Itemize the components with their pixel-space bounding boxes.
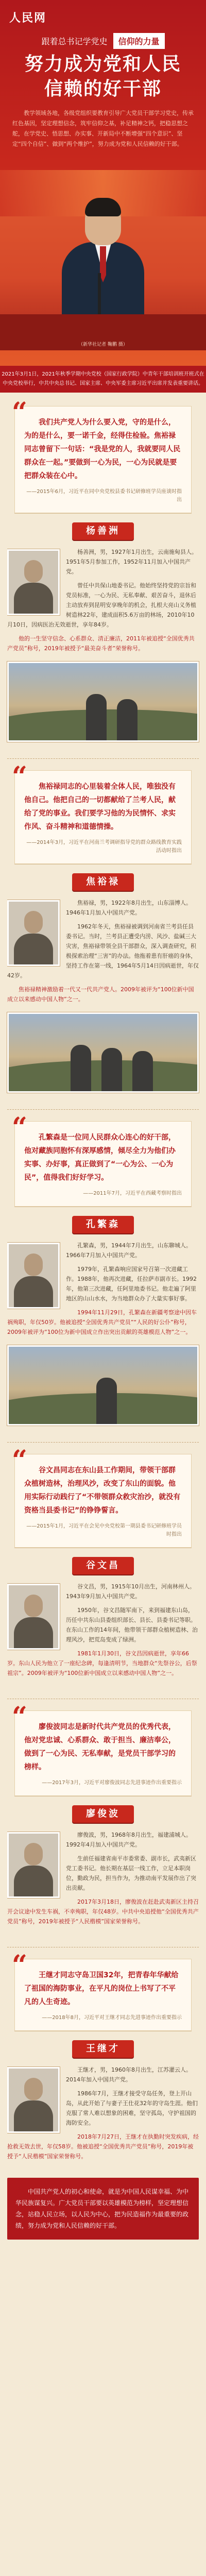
bio-paragraph: 1950年，谷文昌随军南下，来到福建东山岛，历任中共东山县委组织部长、县长、县委书记等职。在东山工作的14年间，他带领干部群众植树造林、治理风沙，把荒岛变成了绿洲。 [66, 1607, 198, 1643]
event-strip-text: 2021年3月1日，2021年秋季学期中央党校（国家行政学院）中青年干部培训班开班式在中央党校举行，中共中央总书记、国家主席、中央军委主席习近平出席并发表重要讲话。 [2, 371, 204, 386]
quote-mark-icon: “ [12, 1701, 27, 1733]
bio-paragraph: 生前任福建省南平市委常委、副市长，武夷新区党工委书记。他长期在基层一线工作，立足本职岗位，勤政为民，担当作为，为推动南平发展作出了突出贡献。 [66, 1855, 196, 1891]
quote-card [12, 1701, 192, 1796]
quote-text: 孔繁森是一位同人民群众心连心的好干部，他对藏族同胞怀有深厚感情，倾尽全力为他们办实事、办好事，真正做到了“一心为公、一心为民”，值得我们好好学习。 [24, 1133, 176, 1182]
bio-paragraph: 2017年3月18日，廖俊波在赶赴武夷新区主持召开会议途中发生车祸，不幸殉职，年仅48岁。中共中央追授他“全国优秀共产党员”称号，2019年被授予“人民楷模”国家荣誉称号。 [7, 1899, 199, 1925]
page-title-line-2: 信赖的好干部 [44, 78, 162, 99]
quote-source: ——2014年3月，习近平在河南兰考调研指导党的群众路线教育实践活动时指出 [26, 840, 182, 854]
person-name-tag: 孔繁森 [72, 1216, 134, 1233]
person-bio [7, 2065, 199, 2165]
person-portrait [7, 2067, 60, 2133]
bio-paragraph: 1981年1月30日，谷文昌因病逝世，享年66岁。东山人民为他立了一座纪念碑，每逢清明节，当地群众“先祭谷公，后祭祖宗”。2009年被评为“100位新中国成立以来感动中国人物”之一。 [7, 1650, 197, 1676]
photo-caption: （新华社记者 鞠鹏 摄） [78, 342, 128, 347]
bio-paragraph: 王继才，男，1960年8月出生，江苏灌云人。2014年加入中国共产党。 [66, 2066, 192, 2083]
bio-paragraph: 1979年，孔繁森响应国家号召第一次进藏工作。1988年，他再次进藏，任拉萨市副市长。1992年，他第三次进藏，任阿里地委书记。他走遍了阿里地区的山山水水，为当地群众办了大量实事好事。 [66, 1266, 197, 1302]
section-divider [7, 751, 199, 759]
person-bio [7, 1582, 199, 1682]
person-portrait [7, 900, 60, 966]
event-strip [0, 366, 206, 393]
quote-mark-icon: “ [12, 1950, 27, 1981]
quote-text: 廖俊波同志是新时代共产党员的优秀代表，他对党忠诚、心系群众、敢于担当、廉洁奉公，做到了一心为民、无私奉献，是党员干部学习的榜样。 [24, 1723, 176, 1771]
bio-paragraph: 孔繁森，男，1944年7月出生，山东聊城人。1966年7月加入中国共产党。 [66, 1242, 192, 1259]
bio-paragraph: 焦裕禄，男，1922年8月出生，山东淄博人。1946年1月加入中国共产党。 [66, 900, 192, 916]
quote-text: 我们共产党人为什么要入党，守的是什么，为的是什么，要一诺千金，经得住检验。焦裕禄同志曾留下一句话：“我是党的人，我就要同人民群众在一起。”要做到一心为民，一心为民就是要把群众装在心中。 [24, 418, 181, 480]
bio-paragraph: 2018年7月27日，王继才在执勤时突发疾病，经抢救无效去世，年仅58岁。他被追授“全国优秀共产党员”称号，2019年被授予“人民楷模”国家荣誉称号。 [7, 2133, 199, 2160]
quote-text: 焦裕禄同志的心里装着全体人民，唯独没有他自己。他把自己的一切都献给了兰考人民，献给了党的事业。我们要学习他的为民情怀、求实作风、奋斗精神和道德情操。 [24, 783, 176, 831]
person-section [7, 1445, 199, 1682]
intro-paragraph: 教学领域各地，各级党组织要教育引导广大党员干部学习党史，传承红色基因，坚定理想信念，筑牢信仰之基，补足精神之钙，把稳思想之舵，在学党史、悟思想、办实事、开新局中不断增强“四个意识”、坚定“四个自信”、做到“两个维护”，努力成为党和人民信赖的好干部。 [12, 110, 194, 147]
closing-statement: 中国共产党人的初心和使命，就是为中国人民谋幸福、为中华民族谋复兴。广大党员干部要以英雄模范为榜样，坚定理想信念，站稳人民立场，以人民为中心，把为民造福作为最重要的政绩，努力成为党和人民信赖的好干部。 [7, 2178, 199, 2240]
quote-mark-icon: “ [12, 397, 27, 428]
hero-banner [0, 0, 206, 366]
quote-text: 王继才同志守岛卫国32年，把青春年华献给了祖国的海防事业，在平凡的岗位上书写了不平凡的人生奇迹。 [24, 1971, 179, 2006]
quote-mark-icon: “ [12, 761, 27, 792]
quote-card [12, 1112, 192, 1207]
microphone [98, 273, 101, 319]
bio-paragraph: 杨善洲，男，1927年1月出生，云南施甸县人。1951年5月参加工作，1952年11月加入中国共产党。 [66, 549, 197, 575]
quote-source: ——2015年6月，习近平在同中央党校县委书记研修班学员座谈时指出 [26, 489, 182, 503]
series-kicker [0, 33, 206, 49]
person-section [7, 761, 199, 1093]
section-divider [7, 1102, 199, 1110]
quote-source: ——2017年3月，习近平对廖俊波同志先进事迹作出重要指示 [42, 1780, 182, 1786]
bio-paragraph: 1986年7月，王继才接受守岛任务，登上开山岛，从此开始了与妻子王仕花32年的守岛生涯。他们克服了常人难以想象的困难，坚守孤岛，守护祖国的海防安全。 [66, 2090, 198, 2126]
quote-source: ——2015年1月，习近平在会见中央党校第一期县委书记研修班学员时指出 [26, 1523, 182, 1537]
bio-paragraph: 焦裕禄精神激励着一代又一代共产党人。2009年被评为“100位新中国成立以来感动中国人物”之一。 [7, 986, 194, 1003]
quote-card [12, 1950, 192, 2031]
quote-card [12, 761, 192, 864]
person-name-tag: 廖俊波 [72, 1805, 134, 1823]
quote-source: ——2018年8月，习近平对王继才同志先进事迹作出重要指示 [42, 2015, 182, 2021]
bio-paragraph: 谷文昌，男，1915年10月出生，河南林州人。1943年9月加入中国共产党。 [66, 1583, 195, 1600]
person-section [7, 397, 199, 742]
person-bio [7, 1830, 199, 1930]
page-title-line-1: 努力成为党和人民 [24, 53, 181, 75]
historical-photo [7, 1012, 199, 1093]
people-daily-logo[interactable]: 人民网 [9, 11, 47, 25]
person-section [7, 1950, 199, 2165]
person-name-tag: 谷文昌 [72, 1557, 134, 1574]
person-portrait [7, 1584, 60, 1650]
person-portrait [7, 1243, 60, 1309]
section-divider [7, 1691, 199, 1699]
person-name-tag: 焦裕禄 [72, 873, 134, 891]
person-name-tag: 杨善洲 [72, 522, 134, 540]
person-name-tag: 王继才 [72, 2040, 134, 2058]
person-bio [7, 1241, 199, 1341]
person-bio [7, 547, 199, 657]
person-bio [7, 898, 199, 1008]
series-kicker-text: 跟着总书记学党史 [41, 37, 108, 46]
person-section [7, 1112, 199, 1426]
historical-photo [7, 662, 199, 742]
bio-paragraph: 曾任中共保山地委书记。他始终坚持党的宗旨和党员标准，一心为民、无私奉献、艰苦奋斗，退休后主动放弃到昆明安享晚年的机会，扎根大亮山义务植树造林22年，建成面积5.6万亩的林场，2010年10月10日，因病医治无效逝世，享年84岁。 [7, 582, 196, 628]
section-divider [7, 1940, 199, 1947]
person-portrait [7, 549, 60, 615]
series-kicker-box: 信仰的力量 [113, 33, 165, 49]
bio-paragraph: 他的一生坚守信念、心系群众、清正廉洁，2011年被追授“全国优秀共产党员”称号，2019年被授予“最美奋斗者”荣誉称号。 [7, 635, 195, 652]
quote-card [12, 397, 192, 513]
bio-paragraph: 1994年11月29日，孔繁森在新疆考察途中因车祸殉职，年仅50岁。他被追授“全国优秀共产党员”“人民的好公仆”称号，2009年被评为“100位为新中国成立作出突出贡献的英雄模范人物”之一。 [7, 1309, 197, 1335]
quote-card [12, 1445, 192, 1548]
section-divider [7, 1435, 199, 1443]
page-title [0, 52, 206, 101]
quote-source: ——2011年7月，习近平在西藏考察时指出 [83, 1191, 182, 1196]
bio-paragraph: 1962年冬天，焦裕禄被调到河南省兰考县任县委书记。当时，兰考县正遭受内涝、风沙、盐碱三大灾害，焦裕禄带领全县干部群众，深入调查研究，积极探索治理“三害”的办法。他拖着患有肝癌的身体，坚持工作在第一线，1964年5月14日因病逝世，年仅42岁。 [7, 923, 199, 979]
hero-photo [0, 170, 206, 350]
quote-mark-icon: “ [12, 1112, 27, 1143]
quote-text: 谷文昌同志在东山县工作期间，带领干部群众植树造林，治理风沙，改变了东山的面貌。他用实际行动践行了“不带领群众救灾治沙，就没有资格当县委书记”的铮铮誓言。 [24, 1466, 181, 1515]
person-section [7, 1701, 199, 1930]
quote-mark-icon: “ [12, 1445, 27, 1476]
person-portrait [7, 1832, 60, 1898]
historical-photo [7, 1345, 199, 1426]
bio-paragraph: 廖俊波，男，1968年8月出生，福建浦城人。1992年4月加入中国共产党。 [66, 1832, 192, 1848]
